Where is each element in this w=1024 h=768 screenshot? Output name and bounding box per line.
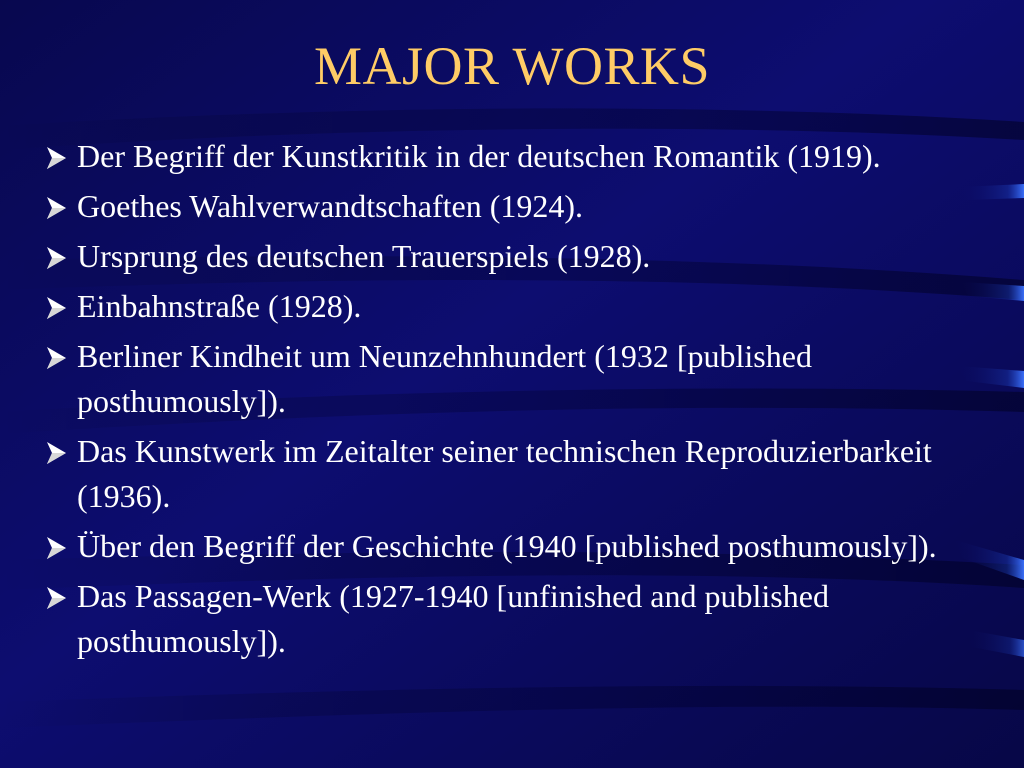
list-item [42, 524, 1017, 569]
major-works-list [42, 134, 1017, 664]
list-item [42, 184, 1017, 229]
arrowhead-bullet-icon [42, 284, 77, 329]
list-item [42, 134, 1017, 179]
list-item [42, 284, 1017, 329]
list-item-text: Der Begriff der Kunstkritik in der deutschen Romantik (1919). [77, 138, 881, 174]
list-item-text: Ursprung des deutschen Trauerspiels (1928). [77, 238, 651, 274]
arrowhead-bullet-icon [42, 134, 77, 179]
list-item-text: Berliner Kindheit um Neunzehnhundert (1932 [published posthumously]). [77, 338, 812, 419]
list-item [42, 334, 1017, 424]
list-item-text: Goethes Wahlverwandtschaften (1924). [77, 188, 583, 224]
arrowhead-bullet-icon [42, 574, 77, 619]
list-item [42, 574, 1017, 664]
list-item [42, 234, 1017, 279]
page-title: MAJOR WORKS [313, 36, 711, 96]
list-item [42, 429, 1017, 519]
list-item-text: Über den Begriff der Geschichte (1940 [published posthumously]). [77, 528, 937, 564]
arrowhead-bullet-icon [42, 524, 77, 569]
arrowhead-bullet-icon [42, 334, 77, 379]
arrowhead-bullet-icon [42, 429, 77, 474]
list-item-text: Das Passagen-Werk (1927-1940 [unfinished and published posthumously]). [77, 578, 829, 659]
list-item-text: Einbahnstraße (1928). [77, 288, 362, 324]
arrowhead-bullet-icon [42, 234, 77, 279]
list-item-text: Das Kunstwerk im Zeitalter seiner technischen Reproduzierbarkeit (1936). [77, 433, 932, 514]
arrowhead-bullet-icon [42, 184, 77, 229]
